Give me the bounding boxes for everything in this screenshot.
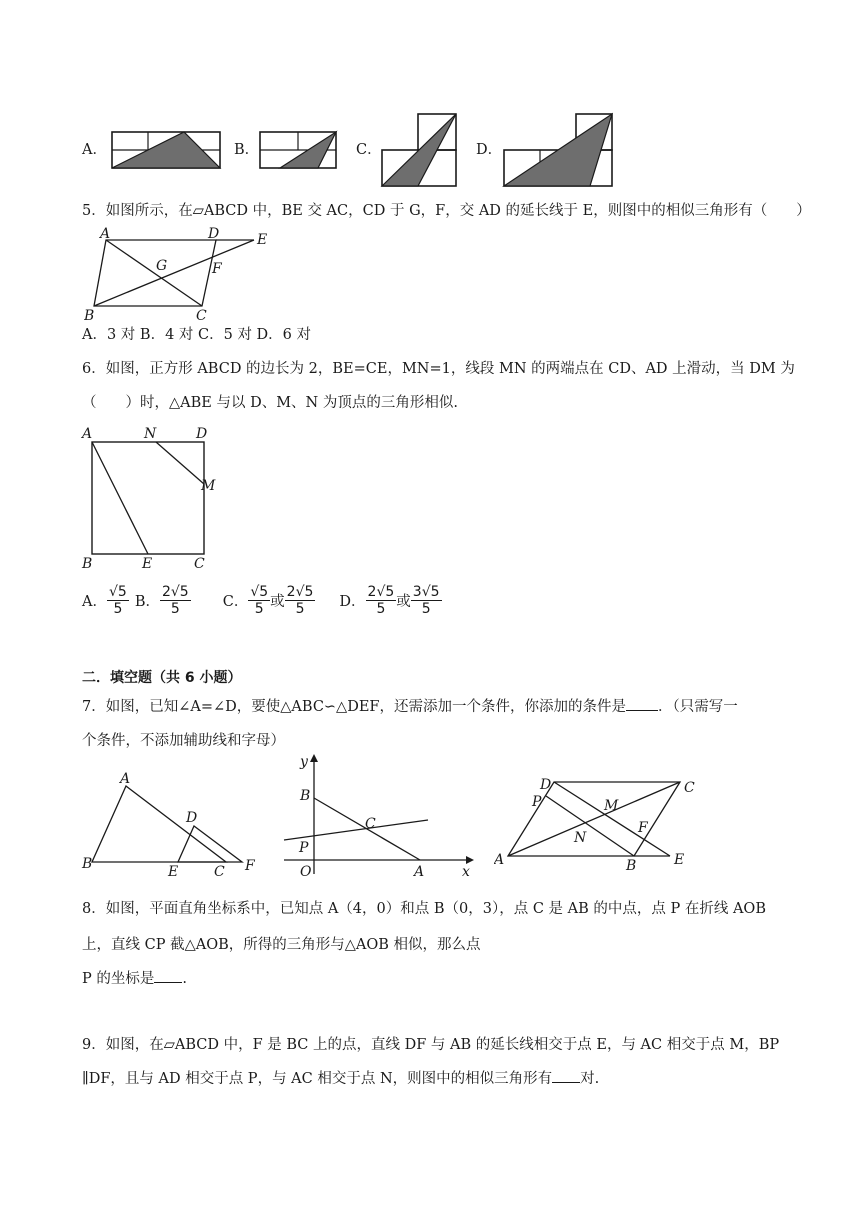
- q4-option-b-label: B．: [234, 142, 260, 158]
- q9-stem-line1: 9．如图，在▱ABCD 中，F 是 BC 上的点，直线 DF 与 AB 的延长线相交于点 E，与 AC 相交于点 M，BP: [82, 1037, 780, 1053]
- q4-option-d-label: D．: [476, 142, 503, 158]
- q8-figure: [280, 752, 480, 880]
- q9-label-e: E: [674, 852, 685, 868]
- q6-options: [82, 578, 442, 622]
- q6-option-c-value1: $\frac{√5}{5}$: [250, 583, 269, 617]
- q8-stem-line1: 8．如图，平面直角坐标系中，已知点 A（4，0）和点 B（0，3），点 C 是 AB 的中点，点 P 在折线 AOB: [82, 901, 766, 917]
- q6-option-a-label: A．: [82, 593, 107, 610]
- q7-label-d: D: [186, 810, 198, 826]
- q8-label-b: B: [300, 788, 311, 804]
- q4-option-c-label: C．: [356, 142, 382, 158]
- q8-label-o: O: [300, 864, 312, 880]
- q7-answer-blank[interactable]: [626, 710, 658, 711]
- q9-stem-line2: ∥DF，且与 AD 相交于点 P，与 AC 相交于点 N，则图中的相似三角形有 对.: [82, 1071, 600, 1087]
- q8-stem-line3: P 的坐标是 .: [82, 971, 187, 987]
- q5-label-g: G: [156, 258, 168, 274]
- q5-label-d: D: [208, 226, 220, 242]
- section-heading: 二．填空题（共 6 小题）: [82, 670, 242, 686]
- q7-stem-line1: 7．如图，已知∠A=∠D，要使△ABC∽△DEF，还需添加一个条件，你添加的条件是 ．（只需写一: [82, 699, 738, 715]
- q9-label-a: A: [494, 852, 505, 868]
- q6-label-a: A: [82, 426, 93, 442]
- q9-label-d: D: [540, 777, 552, 793]
- q6-option-d-value1: $\frac{2√5}{5}$: [367, 583, 395, 617]
- q7-label-e: E: [168, 864, 179, 878]
- q7-label-f: F: [245, 858, 255, 874]
- q7-figure: [80, 770, 262, 878]
- q9-label-p: P: [532, 794, 542, 810]
- q4-option-a-figure: [110, 128, 222, 170]
- q5-label-c: C: [196, 308, 207, 324]
- q6-label-b: B: [82, 556, 93, 572]
- q9-label-f: F: [638, 820, 648, 836]
- q5-label-a: A: [100, 226, 111, 242]
- q8-label-a: A: [414, 864, 425, 880]
- q5-options: A．3 对 B．4 对 C．5 对 D．6 对: [82, 327, 312, 343]
- q7-label-a: A: [120, 771, 131, 787]
- q9-label-c: C: [684, 780, 695, 796]
- q9-label-b: B: [626, 858, 637, 872]
- q9-figure: [494, 772, 698, 872]
- q5-label-f: F: [212, 261, 222, 277]
- q9-label-n: N: [574, 830, 587, 846]
- q6-label-d: D: [196, 426, 208, 442]
- q6-option-d-value2: $\frac{3√5}{5}$: [412, 583, 440, 617]
- q6-option-b-value: $\frac{2√5}{5}$: [161, 583, 189, 617]
- q8-answer-blank[interactable]: [154, 982, 182, 983]
- q6-stem-line1: 6．如图，正方形 ABCD 的边长为 2，BE=CE，MN=1，线段 MN 的两端点在 CD、AD 上滑动，当 DM 为: [82, 361, 795, 377]
- q6-option-c-or: 或: [270, 593, 285, 610]
- q5-label-b: B: [84, 308, 95, 324]
- q7-stem-line2: 个条件，不添加辅助线和字母）: [82, 733, 285, 749]
- q9-answer-blank[interactable]: [552, 1082, 580, 1083]
- q4-option-c-figure: [380, 110, 460, 190]
- q6-option-c-value2: $\frac{2√5}{5}$: [286, 583, 314, 617]
- q4-option-a-label: A．: [82, 142, 107, 158]
- q7-label-b: B: [82, 856, 93, 872]
- q9-label-m: M: [604, 798, 619, 814]
- q4-option-b-figure: [258, 128, 338, 170]
- q8-label-p: P: [299, 840, 309, 856]
- q5-stem: 5．如图所示，在▱ABCD 中，BE 交 AC，CD 于 G，F，交 AD 的延长线于 E，则图中的相似三角形有（ ）: [82, 203, 811, 219]
- q7-label-c: C: [214, 864, 225, 878]
- q8-label-c: C: [365, 816, 376, 832]
- q8-stem-line2: 上，直线 CP 截△AOB，所得的三角形与△AOB 相似，那么点: [82, 937, 481, 953]
- q6-label-m: M: [201, 478, 216, 494]
- q6-label-n: N: [144, 426, 157, 442]
- q6-label-c: C: [194, 556, 205, 572]
- q6-option-a-value: $\frac{√5}{5}$: [108, 583, 127, 617]
- q6-label-e: E: [142, 556, 153, 572]
- q6-option-b-label: B．: [134, 593, 160, 610]
- q6-option-d-label: D．: [339, 593, 366, 610]
- q5-label-e: E: [257, 232, 268, 248]
- q8-label-x: x: [462, 864, 470, 880]
- q6-figure: [80, 424, 220, 572]
- q8-label-y: y: [300, 754, 308, 770]
- q6-option-c-label: C．: [222, 593, 249, 610]
- q6-stem-line2: （ ）时，△ABE 与以 D、M、N 为顶点的三角形相似.: [82, 395, 458, 411]
- q6-option-d-or: 或: [396, 593, 411, 610]
- q4-option-d-figure: [502, 110, 616, 190]
- q5-figure: [84, 226, 274, 324]
